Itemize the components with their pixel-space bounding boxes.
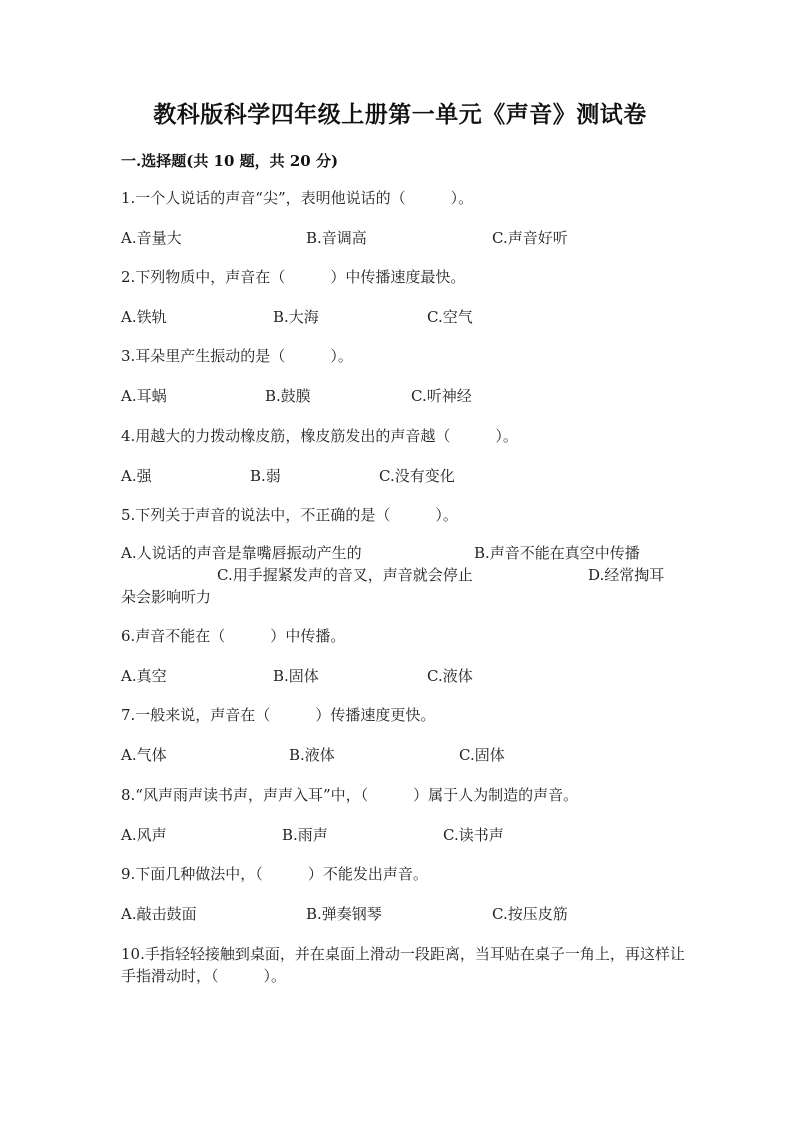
question-1: 1.一个人说话的声音“尖”，表明他说话的（ ）。 <box>121 189 474 207</box>
option-a: A.真空 <box>121 667 167 685</box>
option-c: C.声音好听 <box>492 229 568 247</box>
option-d-continued: 朵会影响听力 <box>121 588 212 606</box>
option-a: A.敲击鼓面 <box>121 905 197 923</box>
option-d: D.经常掏耳 <box>588 566 665 584</box>
question-10: 10.手指轻轻接触到桌面，并在桌面上滑动一段距离，当耳贴在桌子一角上，再这样让手指滑动时，（ ）。 <box>121 945 685 985</box>
option-c: C.没有变化 <box>379 467 455 485</box>
question-5: 5.下列关于声音的说法中，不正确的是（ ）。 <box>121 506 458 524</box>
option-b: B.雨声 <box>282 826 328 844</box>
question-1-options <box>121 228 681 250</box>
question-9: 9.下面几种做法中，（ ）不能发出声音。 <box>121 865 428 883</box>
option-b: B.鼓膜 <box>265 387 311 405</box>
option-c: C.用手握紧发声的音叉，声音就会停止 <box>217 566 473 584</box>
page-title: 教科版科学四年级上册第一单元《声音》测试卷 <box>153 101 647 128</box>
option-a: A.人说话的声音是靠嘴唇振动产生的 <box>121 544 362 562</box>
option-b: B.弱 <box>250 467 281 485</box>
question-3-options <box>121 386 681 408</box>
option-a: A.铁轨 <box>121 308 167 326</box>
option-b: B.弹奏钢琴 <box>306 905 382 923</box>
section-heading: 一.选择题(共 10 题，共 20 分) <box>121 152 339 170</box>
option-c: C.固体 <box>459 746 505 764</box>
question-2-options <box>121 307 681 329</box>
question-4-options <box>121 466 681 488</box>
option-a: A.气体 <box>121 746 167 764</box>
option-c: C.空气 <box>427 308 473 326</box>
option-b: B.音调高 <box>306 229 367 247</box>
option-b: B.声音不能在真空中传播 <box>474 544 640 562</box>
option-b: B.液体 <box>289 746 335 764</box>
question-3: 3.耳朵里产生振动的是（ ）。 <box>121 347 353 365</box>
question-8: 8.“风声雨声读书声，声声入耳”中，（ ）属于人为制造的声音。 <box>121 786 579 804</box>
option-a: A.音量大 <box>121 229 182 247</box>
option-a: A.耳蜗 <box>121 387 167 405</box>
question-8-options <box>121 825 681 847</box>
question-7-options <box>121 745 681 767</box>
question-2: 2.下列物质中，声音在（ ）中传播速度最快。 <box>121 268 466 286</box>
option-a: A.强 <box>121 467 152 485</box>
option-b: B.固体 <box>273 667 319 685</box>
option-c: C.听神经 <box>411 387 472 405</box>
option-c: C.按压皮筋 <box>492 905 568 923</box>
option-c: C.读书声 <box>443 826 504 844</box>
question-9-options <box>121 904 681 926</box>
question-6-options <box>121 666 681 688</box>
option-a: A.风声 <box>121 826 167 844</box>
question-4: 4.用越大的力拨动橡皮筋，橡皮筋发出的声音越（ ）。 <box>121 427 518 445</box>
option-c: C.液体 <box>427 667 473 685</box>
question-6: 6.声音不能在（ ）中传播。 <box>121 627 346 645</box>
question-7: 7.一般来说，声音在（ ）传播速度更快。 <box>121 706 436 724</box>
option-b: B.大海 <box>273 308 319 326</box>
